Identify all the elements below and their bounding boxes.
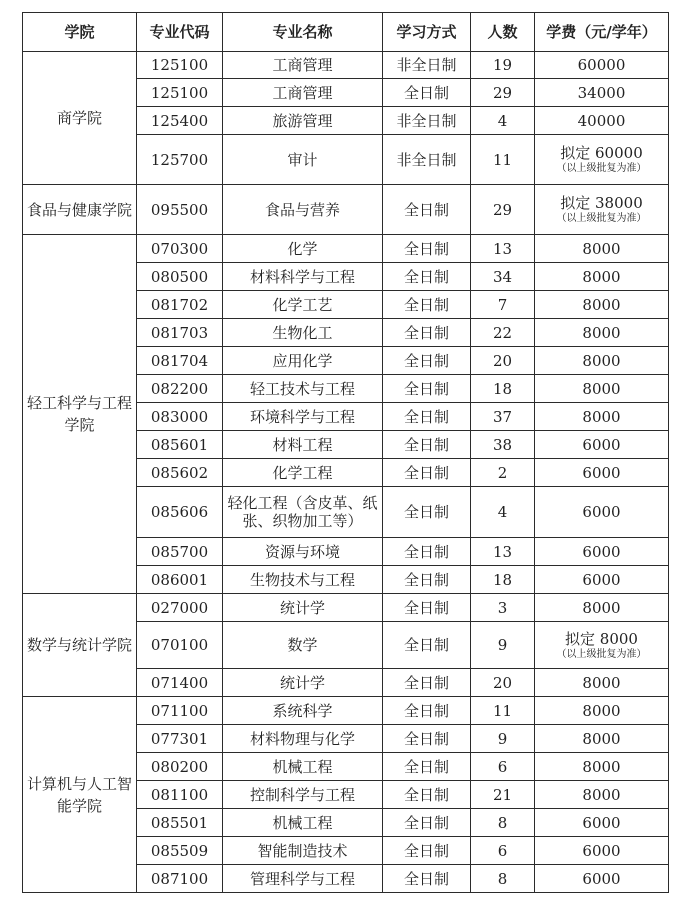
major-code-cell: 071100 [137, 697, 223, 725]
major-name-cell: 管理科学与工程 [223, 865, 383, 893]
tuition-cell [535, 347, 669, 375]
study-mode-cell: 全日制 [383, 487, 471, 538]
header-college: 学院 [23, 13, 137, 52]
tuition-value: 34000 [577, 83, 626, 102]
study-mode-cell: 全日制 [383, 431, 471, 459]
tuition-note: （以上级批复为准） [556, 163, 647, 174]
tuition-cell [535, 865, 669, 893]
major-code-cell: 070100 [137, 622, 223, 669]
major-code-cell: 085509 [137, 837, 223, 865]
tuition-cell [535, 291, 669, 319]
tuition-cell [535, 566, 669, 594]
tuition-value: 8000 [582, 598, 621, 617]
tuition-value: 8000 [582, 673, 621, 692]
student-count-cell: 9 [471, 725, 535, 753]
student-count-cell: 9 [471, 622, 535, 669]
study-mode-cell: 非全日制 [383, 135, 471, 185]
major-name-cell: 环境科学与工程 [223, 403, 383, 431]
major-name-cell: 旅游管理 [223, 107, 383, 135]
tuition-value: 6000 [582, 813, 621, 832]
header-major-name: 专业名称 [223, 13, 383, 52]
tuition-value: 拟定 8000 [565, 629, 638, 648]
tuition-table [22, 12, 669, 893]
study-mode-cell: 全日制 [383, 725, 471, 753]
major-code-cell: 085601 [137, 431, 223, 459]
tuition-value: 8000 [582, 267, 621, 286]
header-study-mode: 学习方式 [383, 13, 471, 52]
major-name-cell: 材料物理与化学 [223, 725, 383, 753]
table-row [23, 52, 669, 79]
tuition-cell [535, 594, 669, 622]
major-code-cell: 071400 [137, 669, 223, 697]
study-mode-cell: 全日制 [383, 809, 471, 837]
tuition-cell [535, 622, 669, 669]
tuition-value: 8000 [582, 757, 621, 776]
tuition-cell [535, 538, 669, 566]
major-name-cell: 化学 [223, 235, 383, 263]
tuition-cell [535, 809, 669, 837]
header-tuition: 学费（元/学年） [535, 13, 669, 52]
student-count-cell: 29 [471, 79, 535, 107]
tuition-cell [535, 697, 669, 725]
student-count-cell: 4 [471, 107, 535, 135]
study-mode-cell: 全日制 [383, 319, 471, 347]
header-count: 人数 [471, 13, 535, 52]
tuition-cell [535, 781, 669, 809]
tuition-value: 8000 [582, 351, 621, 370]
major-name-cell: 轻化工程（含皮革、纸张、织物加工等） [223, 487, 383, 538]
table-row [23, 185, 669, 235]
study-mode-cell: 全日制 [383, 594, 471, 622]
major-name-cell: 材料科学与工程 [223, 263, 383, 291]
study-mode-cell: 非全日制 [383, 52, 471, 79]
major-code-cell: 087100 [137, 865, 223, 893]
major-code-cell: 125400 [137, 107, 223, 135]
tuition-value: 8000 [582, 295, 621, 314]
tuition-value: 6000 [582, 503, 621, 521]
tuition-cell [535, 669, 669, 697]
major-code-cell: 085602 [137, 459, 223, 487]
college-cell: 计算机与人工智能学院 [23, 697, 137, 893]
student-count-cell: 3 [471, 594, 535, 622]
student-count-cell: 8 [471, 865, 535, 893]
tuition-note: （以上级批复为准） [556, 213, 647, 224]
study-mode-cell: 全日制 [383, 263, 471, 291]
major-name-cell: 数学 [223, 622, 383, 669]
student-count-cell: 19 [471, 52, 535, 79]
tuition-cell [535, 403, 669, 431]
study-mode-cell: 全日制 [383, 865, 471, 893]
study-mode-cell: 全日制 [383, 291, 471, 319]
tuition-cell [535, 235, 669, 263]
major-code-cell: 125700 [137, 135, 223, 185]
student-count-cell: 6 [471, 753, 535, 781]
major-name-cell: 机械工程 [223, 753, 383, 781]
major-code-cell: 080200 [137, 753, 223, 781]
major-name-cell: 控制科学与工程 [223, 781, 383, 809]
major-code-cell: 081100 [137, 781, 223, 809]
study-mode-cell: 全日制 [383, 622, 471, 669]
tuition-value: 8000 [582, 407, 621, 426]
header-row [23, 13, 669, 52]
college-cell: 数学与统计学院 [23, 594, 137, 697]
major-code-cell: 083000 [137, 403, 223, 431]
tuition-table-container [22, 12, 669, 893]
student-count-cell: 22 [471, 319, 535, 347]
student-count-cell: 37 [471, 403, 535, 431]
student-count-cell: 8 [471, 809, 535, 837]
major-name-cell: 化学工艺 [223, 291, 383, 319]
student-count-cell: 13 [471, 235, 535, 263]
tuition-value: 8000 [582, 323, 621, 342]
major-name-cell: 工商管理 [223, 79, 383, 107]
major-code-cell: 125100 [137, 79, 223, 107]
college-cell: 轻工科学与工程学院 [23, 235, 137, 594]
tuition-value: 6000 [582, 435, 621, 454]
major-code-cell: 085700 [137, 538, 223, 566]
tuition-cell [535, 52, 669, 79]
table-row [23, 235, 669, 263]
major-name-cell: 生物化工 [223, 319, 383, 347]
major-code-cell: 070300 [137, 235, 223, 263]
student-count-cell: 29 [471, 185, 535, 235]
tuition-value: 8000 [582, 785, 621, 804]
tuition-cell [535, 431, 669, 459]
tuition-cell [535, 487, 669, 538]
tuition-value: 8000 [582, 379, 621, 398]
tuition-cell [535, 79, 669, 107]
tuition-value: 8000 [582, 239, 621, 258]
study-mode-cell: 全日制 [383, 79, 471, 107]
tuition-value: 6000 [582, 542, 621, 561]
student-count-cell: 11 [471, 135, 535, 185]
tuition-cell [535, 263, 669, 291]
major-name-cell: 智能制造技术 [223, 837, 383, 865]
tuition-cell [535, 725, 669, 753]
student-count-cell: 4 [471, 487, 535, 538]
major-code-cell: 086001 [137, 566, 223, 594]
student-count-cell: 11 [471, 697, 535, 725]
major-code-cell: 077301 [137, 725, 223, 753]
major-name-cell: 统计学 [223, 594, 383, 622]
major-name-cell: 应用化学 [223, 347, 383, 375]
tuition-note: （以上级批复为准） [556, 648, 647, 660]
major-name-cell: 统计学 [223, 669, 383, 697]
major-code-cell: 095500 [137, 185, 223, 235]
table-row [23, 594, 669, 622]
student-count-cell: 13 [471, 538, 535, 566]
major-code-cell: 081702 [137, 291, 223, 319]
study-mode-cell: 全日制 [383, 697, 471, 725]
study-mode-cell: 全日制 [383, 538, 471, 566]
major-code-cell: 081704 [137, 347, 223, 375]
student-count-cell: 20 [471, 347, 535, 375]
student-count-cell: 21 [471, 781, 535, 809]
major-code-cell: 085501 [137, 809, 223, 837]
tuition-cell [535, 459, 669, 487]
study-mode-cell: 全日制 [383, 185, 471, 235]
study-mode-cell: 全日制 [383, 403, 471, 431]
college-cell: 食品与健康学院 [23, 185, 137, 235]
major-name-cell: 系统科学 [223, 697, 383, 725]
tuition-cell [535, 753, 669, 781]
tuition-cell [535, 837, 669, 865]
tuition-value: 拟定 38000 [560, 194, 643, 212]
major-name-cell: 机械工程 [223, 809, 383, 837]
major-name-cell: 化学工程 [223, 459, 383, 487]
student-count-cell: 2 [471, 459, 535, 487]
study-mode-cell: 全日制 [383, 753, 471, 781]
tuition-value: 6000 [582, 570, 621, 589]
major-name-cell: 工商管理 [223, 52, 383, 79]
major-name-cell: 生物技术与工程 [223, 566, 383, 594]
major-name-cell: 食品与营养 [223, 185, 383, 235]
tuition-value: 6000 [582, 841, 621, 860]
tuition-cell [535, 107, 669, 135]
tuition-value: 拟定 60000 [560, 144, 643, 162]
student-count-cell: 20 [471, 669, 535, 697]
student-count-cell: 34 [471, 263, 535, 291]
student-count-cell: 18 [471, 375, 535, 403]
study-mode-cell: 全日制 [383, 375, 471, 403]
tuition-cell [535, 135, 669, 185]
student-count-cell: 7 [471, 291, 535, 319]
tuition-value: 8000 [582, 701, 621, 720]
major-name-cell: 材料工程 [223, 431, 383, 459]
student-count-cell: 18 [471, 566, 535, 594]
tuition-value: 60000 [577, 56, 626, 74]
study-mode-cell: 全日制 [383, 837, 471, 865]
table-row [23, 697, 669, 725]
student-count-cell: 38 [471, 431, 535, 459]
major-code-cell: 027000 [137, 594, 223, 622]
tuition-value: 40000 [577, 111, 626, 130]
study-mode-cell: 全日制 [383, 669, 471, 697]
college-cell: 商学院 [23, 52, 137, 185]
study-mode-cell: 全日制 [383, 781, 471, 809]
major-name-cell: 轻工技术与工程 [223, 375, 383, 403]
tuition-value: 6000 [582, 869, 621, 888]
tuition-cell [535, 185, 669, 235]
tuition-cell [535, 375, 669, 403]
tuition-value: 8000 [582, 729, 621, 748]
tuition-cell [535, 319, 669, 347]
page-mark [24, 890, 34, 894]
tuition-value: 6000 [582, 463, 621, 482]
study-mode-cell: 全日制 [383, 347, 471, 375]
major-code-cell: 085606 [137, 487, 223, 538]
major-name-cell: 资源与环境 [223, 538, 383, 566]
study-mode-cell: 全日制 [383, 459, 471, 487]
study-mode-cell: 全日制 [383, 566, 471, 594]
major-code-cell: 080500 [137, 263, 223, 291]
major-code-cell: 082200 [137, 375, 223, 403]
student-count-cell: 6 [471, 837, 535, 865]
header-major-code: 专业代码 [137, 13, 223, 52]
table-body [23, 52, 669, 893]
major-code-cell: 081703 [137, 319, 223, 347]
study-mode-cell: 非全日制 [383, 107, 471, 135]
major-name-cell: 审计 [223, 135, 383, 185]
study-mode-cell: 全日制 [383, 235, 471, 263]
major-code-cell: 125100 [137, 52, 223, 79]
